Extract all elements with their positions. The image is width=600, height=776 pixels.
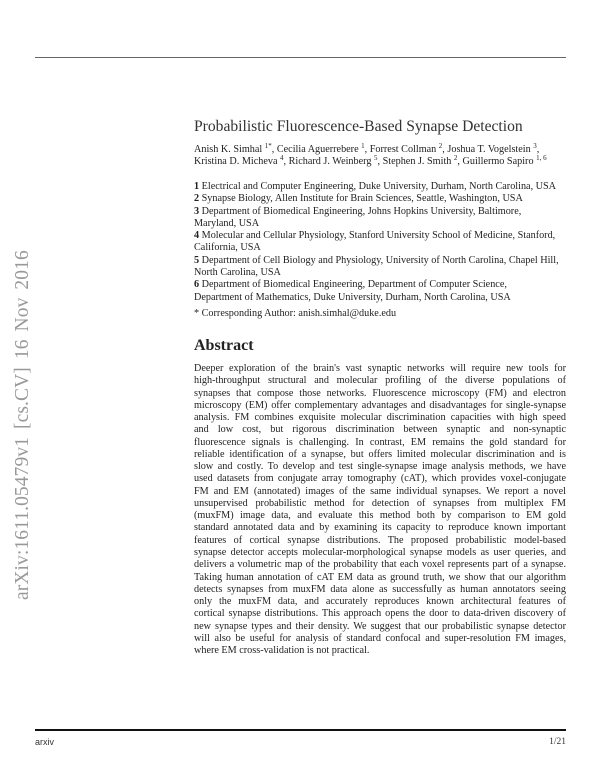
- footer-rule: [35, 729, 566, 731]
- footer-source-label: arxiv: [35, 737, 55, 747]
- author-name: , Richard J. Weinberg: [283, 156, 374, 168]
- affiliation-5-cont: North Carolina, USA: [194, 267, 281, 279]
- affiliation-text: Department of Cell Biology and Physiology, University of North Carolina, Chapel Hill,: [201, 254, 559, 266]
- abstract-line: analysis. FM combines exquisite molecular discrimination capacities with high speed: [194, 412, 566, 424]
- affiliation-4: [194, 230, 568, 242]
- author-name: , Forrest Collman: [364, 144, 439, 155]
- corresponding-author: * Corresponding Author: anish.simhal@duke.edu: [194, 308, 397, 319]
- author-affiliation-mark: 1: [361, 142, 365, 150]
- abstract-line: features of cortical synapse distributions. The proposed probabilistic model-based: [194, 534, 566, 546]
- affiliation-list: [194, 181, 568, 304]
- affiliation-1: [194, 181, 568, 193]
- author-list: [194, 144, 568, 169]
- author-name: , Joshua T. Vogelstein: [442, 144, 534, 155]
- affiliation-2: [194, 193, 568, 205]
- abstract-line: fluorescence signals is challenging. In contrast, EM remains the gold standard for: [194, 436, 566, 448]
- abstract-line: will also be useful for analysis of standard confocal and super-resolution FM images,: [194, 632, 566, 644]
- abstract-heading: Abstract: [194, 337, 254, 354]
- author-affiliation-mark: 3: [533, 142, 537, 150]
- abstract-line: (muxFM) image data, and evaluate this method both by comparison to EM gold: [194, 510, 566, 522]
- affiliation-number: 6: [194, 279, 200, 291]
- author-affiliation-mark: 2: [438, 142, 443, 150]
- author-affiliation-mark: 1, 6: [536, 154, 547, 163]
- author-name: , Cecilia Aguerrebere: [271, 144, 362, 155]
- abstract-body: [194, 363, 568, 657]
- author-name: Anish K. Simhal: [194, 144, 265, 155]
- abstract-line: and low cost, but rigorous discrimination between synaptic and non-synaptic: [194, 424, 566, 436]
- affiliation-number: 4: [194, 230, 200, 242]
- arxiv-identifier-stamp: arXiv:1611.05479v1 [cs.CV] 16 Nov 2016: [12, 250, 33, 600]
- affiliation-text: Electrical and Computer Engineering, Duke University, Durham, North Carolina, USA: [201, 181, 557, 192]
- author-line-2: [194, 156, 568, 168]
- abstract-line: microscopy (EM) offer complementary advantages and disadvantages for single-synapse: [194, 399, 566, 411]
- abstract-line: Deeper exploration of the brain's vast synaptic networks will require new tools for: [194, 363, 566, 374]
- author-separator: ,: [536, 144, 540, 155]
- abstract-line: synapse detector accepts molecular-morphological synapse models as user queries, and: [194, 546, 566, 558]
- page-number: 1/21: [549, 737, 566, 747]
- affiliation-text: Synapse Biology, Allen Institute for Brain Sciences, Seattle, Washington, USA: [201, 193, 523, 205]
- affiliation-text: Department of Biomedical Engineering, Johns Hopkins University, Baltimore,: [201, 205, 522, 217]
- author-name: Kristina D. Micheva: [194, 156, 281, 168]
- abstract-line: synapses that compose those networks. Fluorescence microscopy (FM) and electron: [194, 387, 566, 399]
- author-name: , Guillermo Sapiro: [457, 156, 537, 168]
- abstract-line: detects synapses from muxFM data alone as successfully as human annotators seeing: [194, 583, 566, 595]
- author-affiliation-mark: 2: [453, 154, 458, 163]
- affiliation-text: Molecular and Cellular Physiology, Stanford University School of Medicine, Stanford,: [201, 230, 556, 242]
- header-rule: [35, 57, 566, 58]
- abstract-line: unsupervised probabilistic method for detection of synapses from multiplex FM: [194, 497, 566, 509]
- abstract-line: slow and costly. To develop and test single-synapse image analysis methods, we have: [194, 461, 566, 473]
- abstract-line: only the muxFM data, and accurately reproduces known architectural features of: [194, 596, 566, 608]
- abstract-line: reliable identification of a synapse, but offers limited molecular discrimination and is: [194, 448, 566, 460]
- affiliation-4-cont: California, USA: [194, 242, 261, 254]
- abstract-line: where EM cross-validation is not practical.: [194, 645, 370, 657]
- abstract-line: new synapse types and their density. We suggest that our probabilistic synapse detector: [194, 620, 566, 632]
- affiliation-6: [194, 279, 568, 291]
- abstract-line: Taking human annotation of cAT EM data as ground truth, we show that our algorithm: [194, 571, 566, 583]
- affiliation-5: [194, 255, 568, 267]
- author-name: , Stephen J. Smith: [377, 156, 454, 168]
- abstract-line: delivers a volumetric map of the probability that each voxel represents part of a synapse.: [194, 559, 566, 571]
- affiliation-number: 3: [194, 205, 200, 217]
- affiliation-number: 2: [194, 193, 200, 205]
- affiliation-text: Department of Biomedical Engineering, Department of Computer Science,: [201, 279, 507, 291]
- author-affiliation-mark: 5: [374, 154, 378, 163]
- affiliation-3-cont: Maryland, USA: [194, 217, 260, 229]
- abstract-line: used datasets from conjugate array tomography (cAT), which provides voxel-conjugate: [194, 473, 566, 485]
- affiliation-number: 5: [194, 254, 200, 266]
- affiliation-3: [194, 206, 568, 218]
- abstract-line: high-throughput structural and molecular profiling of the diverse populations of: [194, 375, 566, 387]
- abstract-line: FM and EM (annotated) images of the same individual synapses. We report a novel: [194, 485, 566, 497]
- author-affiliation-mark: 4: [280, 154, 284, 163]
- paper-title: Probabilistic Fluorescence-Based Synapse Detection: [194, 118, 523, 135]
- affiliation-number: 1: [194, 181, 200, 192]
- affiliation-6-cont: Department of Mathematics, Duke University, Durham, North Carolina, USA: [194, 291, 511, 303]
- abstract-line: cortical synapse distributions. This approach opens the door to data-driven discovery of: [194, 608, 566, 620]
- author-line-1: [194, 144, 568, 156]
- abstract-line: standard annotated data and by examining its capacity to reproduce known important: [194, 522, 566, 534]
- author-affiliation-mark: 1*: [264, 142, 272, 150]
